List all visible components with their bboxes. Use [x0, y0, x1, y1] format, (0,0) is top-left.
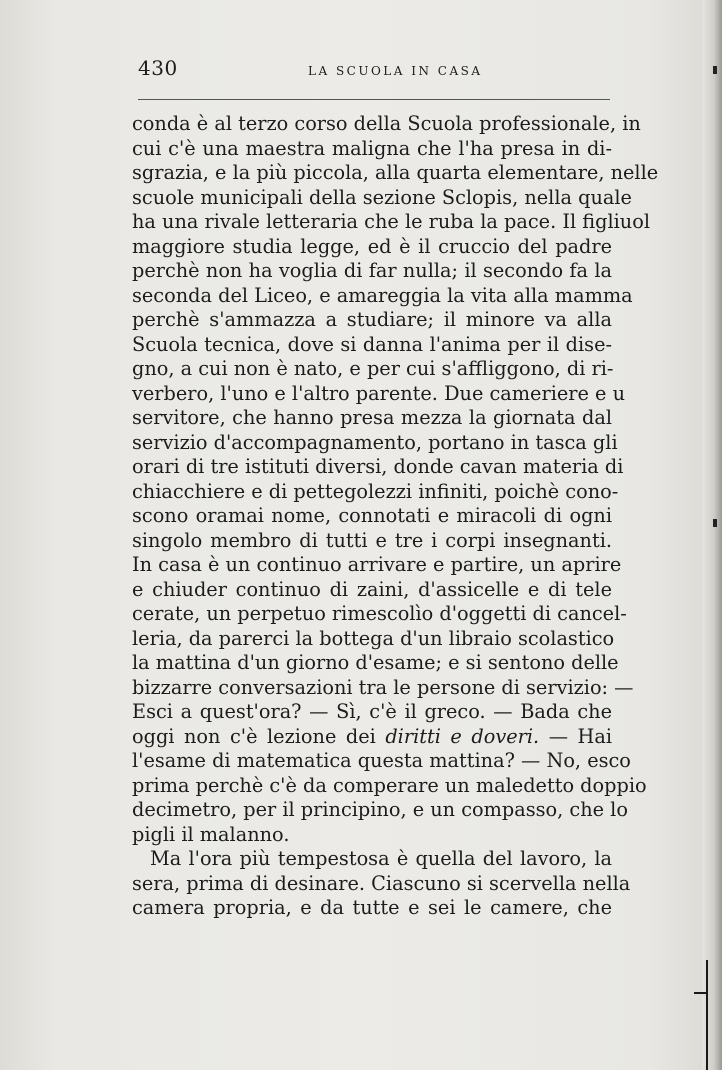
text-line: la mattina d'un giorno d'esame; e si sentono delle: [132, 651, 619, 674]
text-line: decimetro, per il principino, e un compasso, che lo: [132, 798, 628, 821]
running-title: LA SCUOLA IN CASA: [308, 64, 483, 78]
text-line: scono oramai nome, connotati e miracoli di ogni: [132, 504, 612, 527]
text-line: chiacchiere e di pettegolezzi infiniti, poichè cono-: [132, 479, 619, 503]
text-line: maggiore studia legge, ed è il cruccio del padre: [132, 234, 612, 258]
text-line: conda è al terzo corso della Scuola professionale, in: [132, 112, 641, 135]
text-line: sgrazia, e la più piccola, alla quarta elementare, nelle: [132, 161, 659, 184]
running-head: [138, 52, 610, 82]
text-line: Esci a quest'ora? — Sì, c'è il greco. — Bada che: [132, 700, 612, 723]
text-line: ha una rivale letteraria che le ruba la pace. Il figliuol: [132, 210, 650, 233]
text-segment: — Hai: [539, 724, 612, 748]
text-line: verbero, l'uno e l'altro parente. Due cameriere e u: [132, 381, 625, 405]
text-line: camera propria, e da tutte e sei le camere, che: [132, 896, 612, 919]
text-line: perchè s'ammazza a studiare; il minore va alla: [132, 308, 612, 331]
edge-line: [706, 960, 708, 1070]
text-line: Scuola tecnica, dove si danna l'anima per il dise-: [132, 332, 612, 356]
text-line: prima perchè c'è da comperare un maledetto doppio: [132, 773, 647, 797]
text-line: leria, da parerci la bottega d'un libraio scolastico: [132, 626, 615, 650]
text-line: sera, prima di desinare. Ciascuno si scervella nella: [132, 871, 631, 895]
text-segment: oggi non c'è lezione dei: [132, 724, 386, 748]
edge-mark: [713, 519, 717, 527]
text-line: gno, a cui non è nato, e per cui s'affliggono, di ri-: [132, 357, 614, 380]
page-edge-shadow: [702, 0, 722, 1070]
page-number: 430: [138, 56, 178, 80]
text-line: servitore, che hanno presa mezza la giornata dal: [132, 406, 612, 429]
paragraph-end-line: pigli il malanno.: [132, 822, 290, 846]
text-line: cui c'è una maestra maligna che l'ha presa in di-: [132, 136, 612, 160]
text-line: bizzarre conversazioni tra le persone di servizio: —: [132, 675, 634, 699]
text-line: singolo membro di tutti e tre i corpi insegnanti.: [132, 528, 612, 552]
italic-phrase: diritti e doveri.: [385, 724, 540, 748]
header-rule: [138, 99, 610, 100]
text-line: scuole municipali della sezione Sclopis, nella quale: [132, 185, 632, 209]
text-line: seconda del Liceo, e amareggia la vita alla mamma: [132, 283, 633, 307]
text-line: l'esame di matematica questa mattina? — No, esco: [132, 749, 631, 772]
text-line: cerate, un perpetuo rimescolìo d'oggetti di cancel-: [132, 602, 627, 625]
text-line: orari di tre istituti diversi, donde cavan materia di: [132, 455, 624, 478]
body-text: [132, 112, 659, 921]
paragraph-start-line: Ma l'ora più tempestosa è quella del lavoro, la: [150, 847, 612, 870]
text-line-with-italic: [132, 725, 612, 750]
text-line: servizio d'accompagnamento, portano in tasca gli: [132, 430, 618, 454]
edge-mark: [713, 66, 717, 74]
text-line: In casa è un continuo arrivare e partire, un aprire: [132, 553, 622, 576]
text-line: e chiuder continuo di zaini, d'assicelle e di tele: [132, 577, 612, 601]
text-line: perchè non ha voglia di far nulla; il secondo fa la: [132, 259, 612, 282]
edge-tick: [694, 992, 708, 994]
